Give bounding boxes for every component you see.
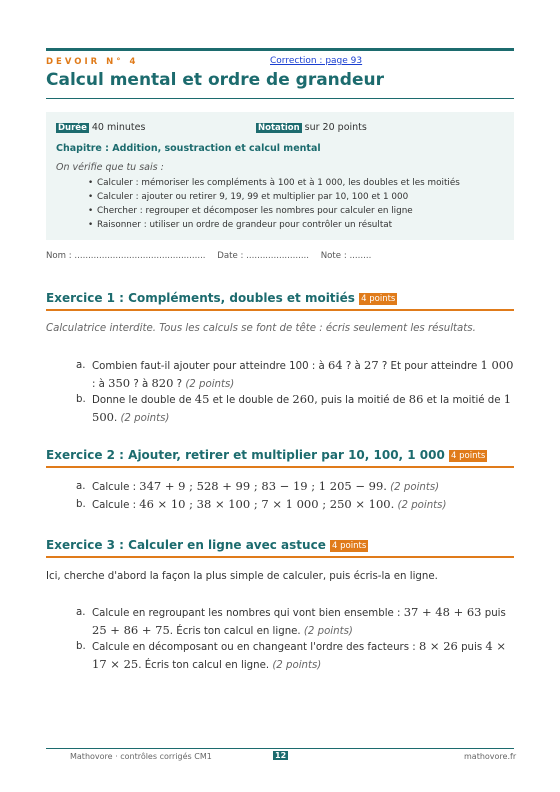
question-label: b. <box>76 394 86 405</box>
duree-value: 40 minutes <box>91 122 146 133</box>
points-note: (2 points) <box>185 379 235 390</box>
question-text: Calcule : 46 × 10 ; 38 × 100 ; 7 × 1 000 ; 250 × 100. (2 points) <box>92 497 447 511</box>
exercise-1-question-a <box>76 357 516 393</box>
exercise-1-instruction: Calculatrice interdite. Tous les calculs se font de tête : écris seulement les résultats. <box>46 323 476 334</box>
question-label: a. <box>76 360 86 371</box>
exercise-1-points-badge: 4 points <box>361 294 396 304</box>
exercise-3-instruction: Ici, cherche d'abord la façon la plus simple de calculer, puis écris-la en ligne. <box>46 571 438 582</box>
top-rule <box>46 48 514 51</box>
exercise-3-title-text: Exercice 3 : Calculer en ligne avec astuce <box>46 538 326 552</box>
points-note: (2 points) <box>394 500 447 511</box>
duree-tag: Durée <box>58 123 87 133</box>
nom-field[interactable]: Nom : ................................................ <box>46 251 206 261</box>
exercise-1-question-b <box>76 391 516 427</box>
points-note: (2 points) <box>272 660 322 671</box>
points-note: (2 points) <box>120 413 170 424</box>
exercise-1-title-text: Exercice 1 : Compléments, doubles et moitiés <box>46 291 355 305</box>
chapitre-heading: Chapitre : Addition, soustraction et calcul mental <box>56 143 321 154</box>
page-number: 12 <box>275 751 287 760</box>
points-note: (2 points) <box>303 626 353 637</box>
objective-item: • Calculer : ajouter ou retirer 9, 19, 99 et multiplier par 10, 100 et 1 000 <box>88 190 460 204</box>
date-field[interactable]: Date : ....................... <box>217 251 310 261</box>
objective-item: • Calculer : mémoriser les compléments à 100 et à 1 000, les doubles et les moitiés <box>88 176 460 190</box>
verifie-intro: On vérifie que tu sais : <box>56 162 164 173</box>
exercise-3-rule <box>46 556 514 558</box>
notation-value: sur 20 points <box>304 122 367 133</box>
objectives-list <box>88 176 460 232</box>
devoir-label: DEVOIR N° 4 <box>46 57 139 67</box>
title-rule <box>46 98 514 99</box>
page-title: Calcul mental et ordre de grandeur <box>46 70 384 90</box>
question-text: Calcule : 347 + 9 ; 528 + 99 ; 83 − 19 ; 1 205 − 99. (2 points) <box>92 479 440 493</box>
question-label: a. <box>76 481 86 492</box>
exercise-3-question-a <box>76 604 516 640</box>
footer-left: Mathovore · contrôles corrigés CM1 <box>70 752 212 761</box>
info-box <box>46 112 514 240</box>
exercise-1-title <box>46 291 397 305</box>
exercise-2-title-text: Exercice 2 : Ajouter, retirer et multiplier par 10, 100, 1 000 <box>46 448 445 462</box>
exercise-1-rule <box>46 309 514 311</box>
notation-line <box>256 122 367 133</box>
exercise-3-question-b <box>76 638 516 674</box>
exercise-2-question-a <box>76 478 516 496</box>
correction-link[interactable]: Correction : page 93 <box>270 56 363 66</box>
exercise-2-points-badge: 4 points <box>451 451 486 461</box>
duree-line <box>56 122 145 133</box>
exercise-2-title <box>46 448 487 462</box>
question-text: Calcule en décomposant ou en changeant l'ordre des facteurs : 8 × 26 puis 4 × 17 × 25. Écris ton calcul en ligne. (2 points) <box>92 639 506 671</box>
question-label: b. <box>76 641 86 652</box>
points-note: (2 points) <box>386 482 440 493</box>
exercise-3-points-badge: 4 points <box>332 541 367 551</box>
question-label: a. <box>76 607 86 618</box>
footer-rule <box>46 748 514 749</box>
note-field[interactable]: Note : ........ <box>320 251 372 261</box>
question-text: Combien faut-il ajouter pour atteindre 100 : à 64 ? à 27 ? Et pour atteindre 1 000 : à 350 ? à 820 ? (2 points) <box>92 358 514 390</box>
objective-item: • Raisonner : utiliser un ordre de grandeur pour contrôler un résultat <box>88 218 460 232</box>
notation-tag: Notation <box>258 123 300 133</box>
question-text: Calcule en regroupant les nombres qui vont bien ensemble : 37 + 48 + 63 puis 25 + 86 + 75. Écris ton calcul en ligne. (2 points) <box>92 605 506 637</box>
exercise-2-question-b <box>76 496 516 514</box>
objective-item: • Chercher : regrouper et décomposer les nombres pour calculer en ligne <box>88 204 460 218</box>
footer-right: mathovore.fr <box>464 752 517 761</box>
exercise-3-title <box>46 538 368 552</box>
question-text: Donne le double de 45 et le double de 260, puis la moitié de 86 et la moitié de 1 500. (2 points) <box>92 392 512 424</box>
student-fields <box>46 251 380 261</box>
question-label: b. <box>76 499 86 510</box>
exercise-2-rule <box>46 466 514 468</box>
